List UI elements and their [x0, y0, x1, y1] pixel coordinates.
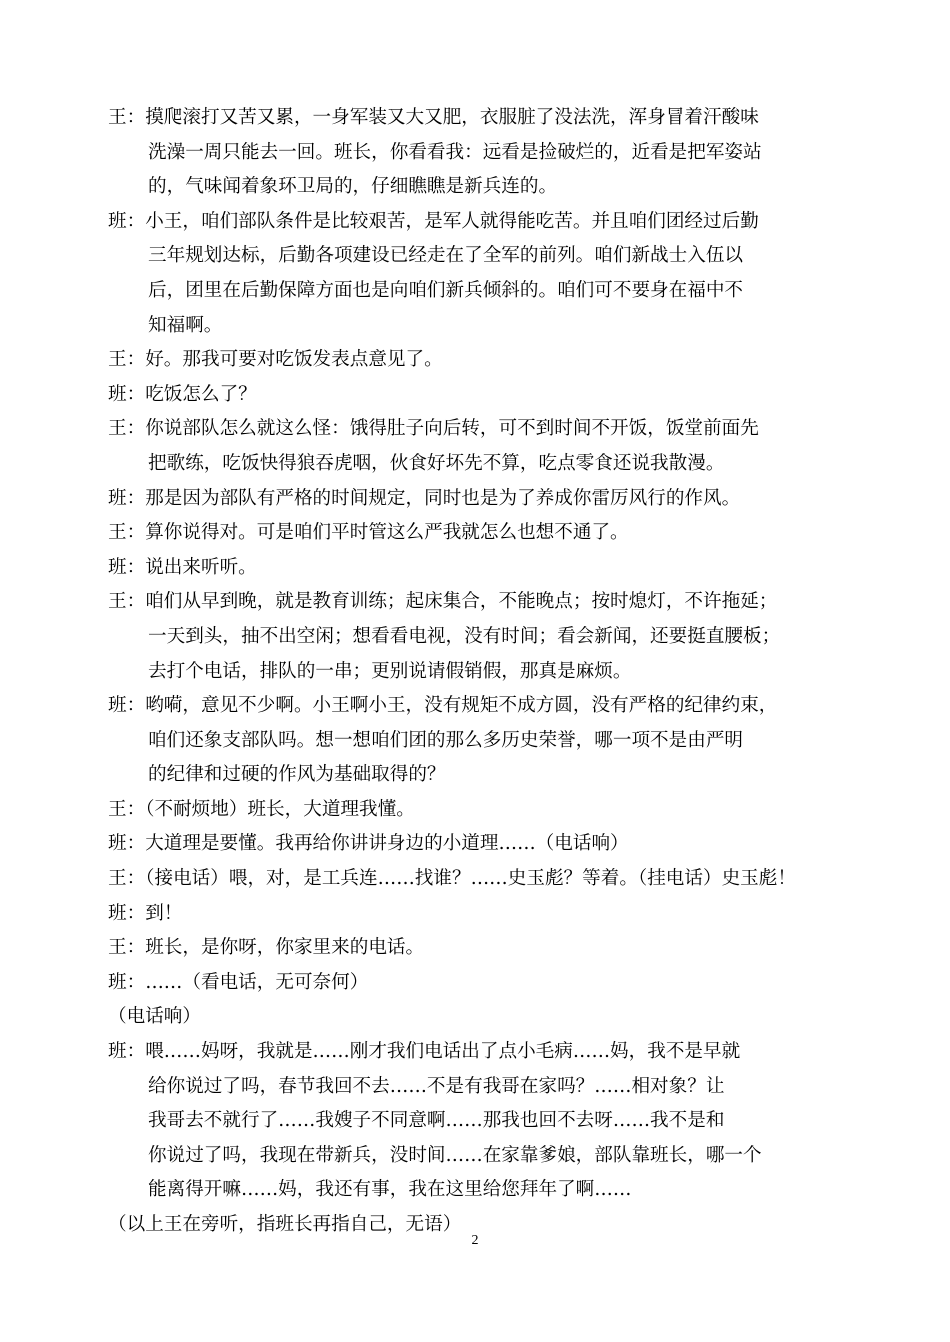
dialogue-line: 班：喂……妈呀，我就是……刚才我们电话出了点小毛病……妈，我不是早就 [108, 1041, 741, 1063]
dialogue-line: 班：小王，咱们部队条件是比较艰苦，是军人就得能吃苦。并且咱们团经过后勤 [108, 210, 759, 232]
dialogue-line-continued: 把歌练，吃饭快得狼吞虎咽，伙食好坏先不算，吃点零食还说我散漫。 [148, 452, 725, 474]
dialogue-line-continued: 一天到头，抽不出空闲；想看看电视，没有时间；看会新闻，还要挺直腰板； [148, 625, 781, 647]
dialogue-line-continued: 能离得开嘛……妈，我还有事，我在这里给您拜年了啊…… [148, 1179, 632, 1201]
dialogue-line-continued: 你说过了吗，我现在带新兵，没时间……在家靠爹娘，部队靠班长，哪一个 [148, 1144, 762, 1166]
dialogue-line: 班：哟嗬，意见不少啊。小王啊小王，没有规矩不成方圆，没有严格的纪律约束， [108, 695, 778, 717]
dialogue-line-continued: 的，气味闻着象环卫局的，仔细瞧瞧是新兵连的。 [148, 176, 558, 198]
dialogue-line-continued: 洗澡一周只能去一回。班长，你看看我：远看是捡破烂的，近看是把军姿站 [148, 141, 762, 163]
dialogue-line: 王：算你说得对。可是咱们平时管这么严我就怎么也想不通了。 [108, 522, 629, 544]
dialogue-line: 王：咱们从早到晚，就是教育训练；起床集合，不能晚点；按时熄灯，不许拖延； [108, 591, 778, 613]
page-number: 2 [471, 1233, 479, 1248]
dialogue-text [108, 101, 856, 1243]
dialogue-line-continued: 给你说过了吗，春节我回不去……不是有我哥在家吗？……相对象？让 [148, 1075, 725, 1097]
dialogue-line: 班：吃饭怎么了？ [108, 383, 257, 405]
dialogue-line: 班：说出来听听。 [108, 556, 257, 578]
dialogue-line: 班：……（看电话，无可奈何） [108, 971, 369, 993]
dialogue-line: 班：大道理是要懂。我再给你讲讲身边的小道理……（电话响） [108, 833, 629, 855]
dialogue-line-continued: 我哥去不就行了……我嫂子不同意啊……那我也回不去呀……我不是和 [148, 1110, 725, 1132]
dialogue-line: 王：你说部队怎么就这么怪：饿得肚子向后转，可不到时间不开饭，饭堂前面先 [108, 418, 759, 440]
dialogue-line-continued: 去打个电话，排队的一串；更别说请假销假，那真是麻烦。 [148, 660, 632, 682]
dialogue-line-continued: 知福啊。 [148, 314, 223, 336]
dialogue-line-continued: 三年规划达标，后勤各项建设已经走在了全军的前列。咱们新战士入伍以 [148, 245, 744, 267]
stage-direction: （电话响） [108, 1006, 201, 1028]
stage-direction: （以上王在旁听，指班长再指自己，无语） [108, 1214, 462, 1235]
dialogue-line: 王：（接电话）喂，对，是工兵连……找谁？……史玉彪？等着。（挂电话）史玉彪！ [108, 868, 796, 890]
dialogue-line: 班：那是因为部队有严格的时间规定，同时也是为了养成你雷厉风行的作风。 [108, 487, 741, 509]
dialogue-line: 王：摸爬滚打又苦又累，一身军装又大又肥，衣服脏了没法洗，浑身冒着汗酸味 [108, 107, 759, 128]
dialogue-line: 王：（不耐烦地）班长，大道理我懂。 [108, 798, 415, 820]
dialogue-line-continued: 后，团里在后勤保障方面也是向咱们新兵倾斜的。咱们可不要身在福中不 [148, 279, 744, 301]
dialogue-line: 王：好。那我可要对吃饭发表点意见了。 [108, 349, 443, 371]
dialogue-line: 王：班长，是你呀，你家里来的电话。 [108, 937, 425, 959]
dialogue-line: 班：到！ [108, 902, 183, 924]
dialogue-line-continued: 的纪律和过硬的作风为基础取得的？ [148, 764, 446, 786]
dialogue-line-continued: 咱们还象支部队吗。想一想咱们团的那么多历史荣誉，哪一项不是由严明 [148, 729, 744, 751]
